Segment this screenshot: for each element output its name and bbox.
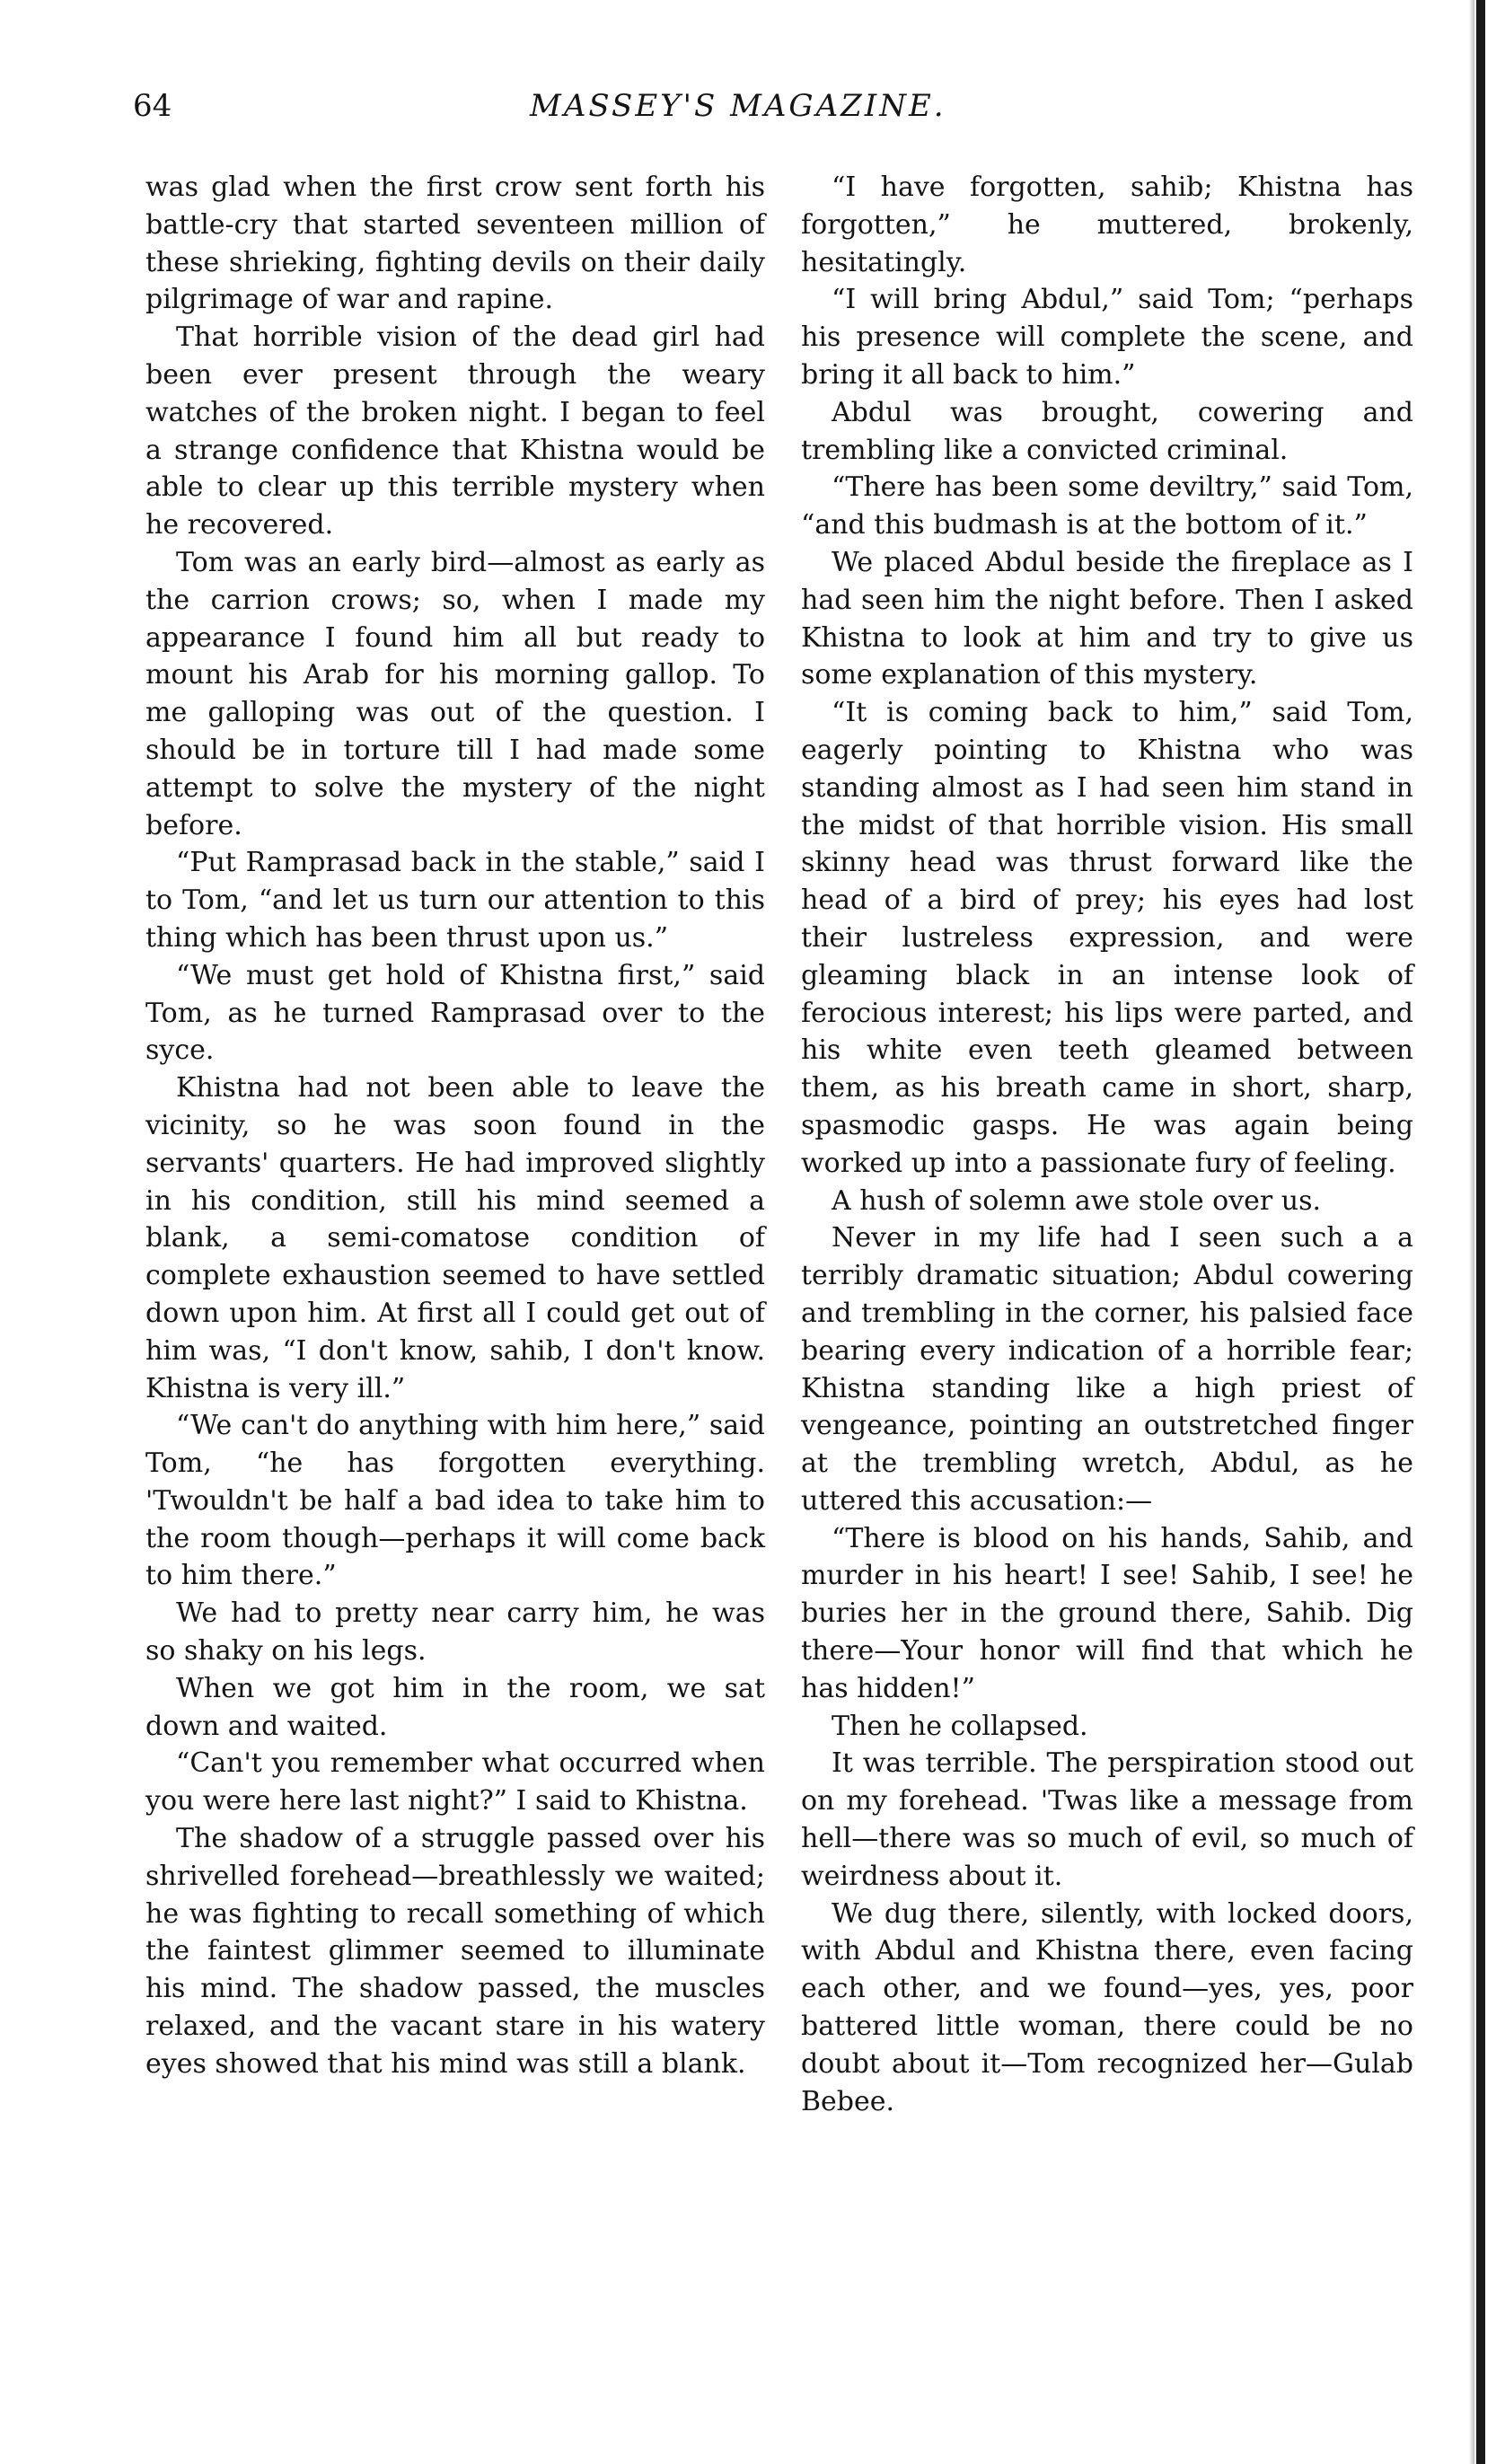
paragraph: We dug there, silently, with locked doors, with Abdul and Khistna there, even facing each other, and we found—yes, yes, poor battered little woman, there could be no doubt about it—Tom recognized her—Gulab Bebee. [801,1897,1413,2117]
paragraph: Tom was an early bird—almost as early as the carrion crows; so, when I made my appearance I found him all but ready to mount his Arab for his morning gallop. To me galloping was out of the question. I should be in torture till I had made some attempt to solve the mystery of the night before. [145,546,765,841]
paragraph: We had to pretty near carry him, he was so shaky on his legs. [145,1597,765,1668]
binding-shadow [1469,0,1474,2464]
paragraph: “Can't you remember what occurred when you were here last night?” I said to Khistna. [145,1747,765,1817]
paragraph: “It is coming back to him,” said Tom, eagerly pointing to Khistna who was standing almost as I had seen him stand in the midst of that horrible vision. His small skinny head was thrust forward like the head of a bird of prey; his eyes had lost their lustreless expression, and were gleaming black in an intense look of ferocious interest; his lips were parted, and his white even teeth gleamed between them, as his breath came in short, sharp, spasmodic gasps. He was again being worked up into a passionate fury of feeling. [801,697,1413,1179]
paragraph: Never in my life had I seen such a a terribly dramatic situation; Abdul cowering and trembling in the corner, his palsied face bearing every indication of a horrible fear; Khistna standing like a high priest of vengeance, pointing an outstretched finger at the trembling wretch, Abdul, as he uttered this accusation:— [801,1222,1413,1517]
binding-edge [1476,0,1485,2464]
right-column [801,169,1413,2120]
paragraph: A hush of solemn awe stole over us. [832,1184,1322,1217]
paragraph: It was terrible. The perspiration stood out on my forehead. 'Twas like a message from hell—there was so much of evil, so much of weirdness about it. [801,1747,1413,1892]
paragraph: “I will bring Abdul,” said Tom; “perhaps his presence will complete the scene, and bring it all back to him.” [801,284,1413,391]
paragraph: “There is blood on his hands, Sahib, and murder in his heart! I see! Sahib, I see! he buries her in the ground there, Sahib. Dig there—Your honor will find that which he has hidden!” [801,1522,1413,1704]
paragraph: “We must get hold of Khistna first,” said Tom, as he turned Ramprasad over to the syce. [145,959,765,1067]
running-head: MASSEY'S MAGAZINE. [530,88,946,124]
paragraph: was glad when the first crow sent forth his battle-cry that started seventeen million of these shrieking, fighting devils on their daily pilgrimage of war and rapine. [145,172,765,316]
paragraph: That horrible vision of the dead girl had been ever present through the weary watches of the broken night. I began to feel a strange confidence that Khistna would be able to clear up this terrible mystery when he recovered. [145,321,765,541]
paragraph: Abdul was brought, cowering and trembling like a convicted criminal. [801,396,1413,466]
paragraph: “Put Ramprasad back in the stable,” said I to Tom, “and let us turn our attention to this thing which has been thrust upon us.” [145,847,765,954]
paragraph: The shadow of a struggle passed over his shrivelled forehead—breathlessly we waited; he was fighting to recall something of which the faintest glimmer seemed to illuminate his mind. The shadow passed, the muscles relaxed, and the vacant stare in his watery eyes showed that his mind was still a blank. [145,1823,765,2080]
paragraph: “There has been some deviltry,” said Tom, “and this budmash is at the bottom of it.” [801,471,1413,541]
left-column [145,169,765,2083]
page-number: 64 [133,88,172,124]
paragraph: When we got him in the room, we sat down and waited. [145,1672,765,1742]
paragraph: “We can't do anything with him here,” said Tom, “he has forgotten everything. 'Twouldn't be half a bad idea to take him to the room though—perhaps it will come back to him there.” [145,1410,765,1592]
paragraph: Then he collapsed. [832,1710,1088,1742]
paragraph: Khistna had not been able to leave the vicinity, so he was soon found in the servants' quarters. He had improved slightly in his condition, still his mind seemed a blank, a semi-comatose condition of complete exhaustion seemed to have settled down upon him. At first all I could get out of him was, “I don't know, sahib, I don't know. Khistna is very ill.” [145,1072,765,1404]
paragraph: We placed Abdul beside the fireplace as I had seen him the night before. Then I asked Khistna to look at him and try to give us some explanation of this mystery. [801,546,1413,691]
paragraph: “I have forgotten, sahib; Khistna has forgotten,” he muttered, brokenly, hesitatingly. [801,172,1413,278]
